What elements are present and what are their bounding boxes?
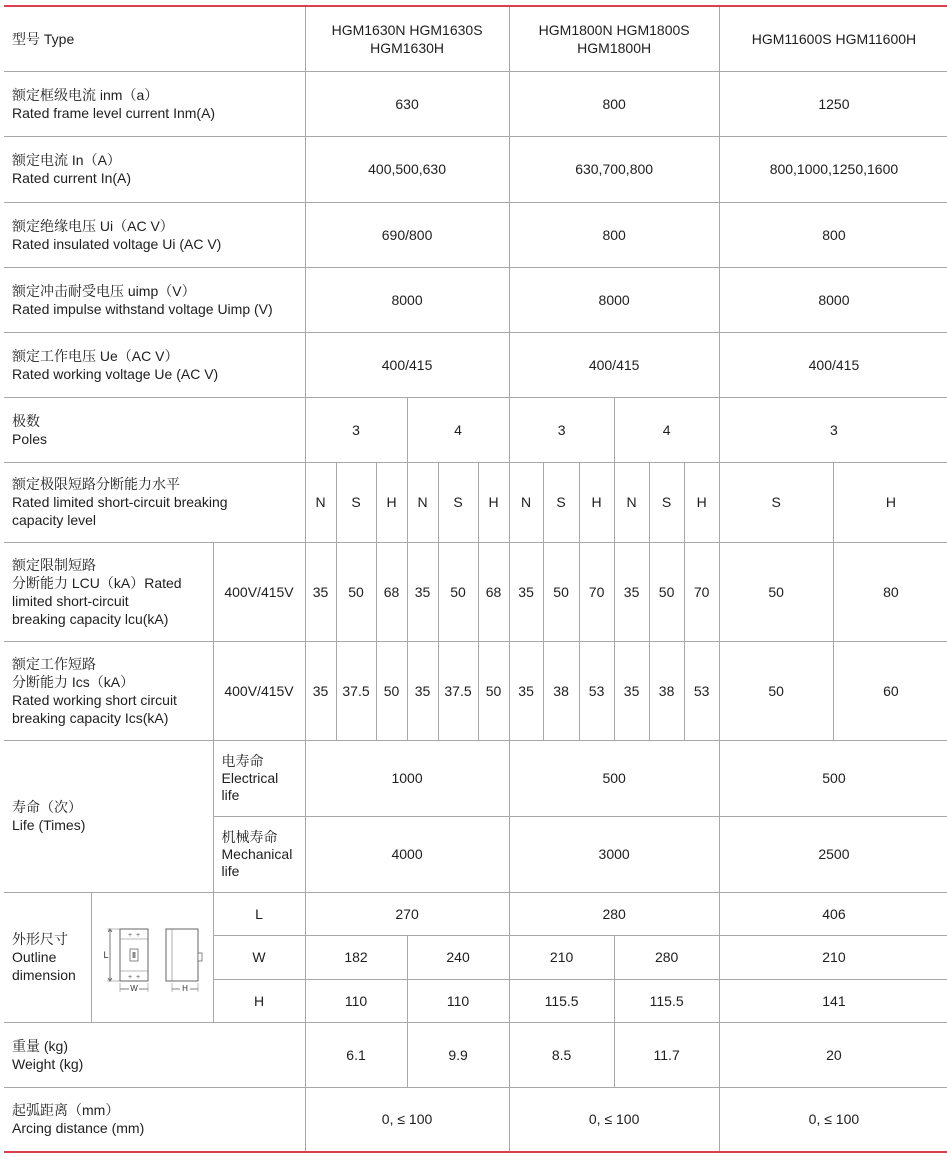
value-cell: 70 (579, 542, 614, 641)
value-cell: 35 (509, 641, 543, 740)
row-label: 额定绝缘电压 Ui（AC V） Rated insulated voltage Ui (AC V) (4, 202, 305, 267)
value-cell: 3 (509, 397, 614, 462)
value-cell: 35 (614, 641, 649, 740)
frame-current-row (4, 71, 947, 136)
spec-table (4, 5, 947, 1153)
value-cell: 70 (684, 542, 719, 641)
value-cell: 50 (336, 542, 376, 641)
value-cell: 800,1000,1250,1600 (719, 136, 947, 202)
value-cell: 690/800 (305, 202, 509, 267)
value-cell: 3 (719, 397, 947, 462)
value-cell: 110 (407, 979, 509, 1022)
impulse-voltage-row (4, 267, 947, 332)
value-cell: N (407, 462, 438, 542)
arcing-row (4, 1087, 947, 1152)
value-cell: 2500 (719, 816, 947, 892)
value-cell: 50 (719, 641, 833, 740)
insulated-voltage-row (4, 202, 947, 267)
svg-text:W: W (130, 984, 138, 993)
dimension-diagram (91, 892, 213, 1022)
ics-row (4, 641, 947, 740)
value-cell: 35 (614, 542, 649, 641)
row-label: 额定电流 In（A） Rated current In(A) (4, 136, 305, 202)
mechanical-life-label: 机械寿命 Mechanical life (213, 816, 305, 892)
row-label: 额定工作电压 Ue（AC V） Rated working voltage Ue (AC V) (4, 332, 305, 397)
value-cell: 800 (719, 202, 947, 267)
rated-current-row (4, 136, 947, 202)
svg-text:H: H (182, 984, 188, 993)
svg-text:+: + (128, 974, 133, 981)
value-cell: 8000 (509, 267, 719, 332)
value-cell: 20 (719, 1022, 947, 1087)
breaker-outline-icon (94, 917, 210, 997)
svg-text:+: + (136, 974, 141, 981)
value-cell: 11.7 (614, 1022, 719, 1087)
dimension-l-row (4, 892, 947, 935)
value-cell: N (509, 462, 543, 542)
row-label: 额定极限短路分断能力水平 Rated limited short-circuit breaking capacity level (4, 462, 305, 542)
voltage-cell: 400V/415V (213, 542, 305, 641)
row-label: 起弧距离（mm） Arcing distance (mm) (4, 1087, 305, 1152)
value-cell: 8000 (719, 267, 947, 332)
value-cell: 400,500,630 (305, 136, 509, 202)
row-label: 额定限制短路 分断能力 LCU（kA）Rated limited short-circuit breaking capacity lcu(kA) (4, 542, 213, 641)
row-label: 额定框级电流 inm（a） Rated frame level current Inm(A) (4, 71, 305, 136)
model-group-1630: HGM1630N HGM1630S HGM1630H (305, 6, 509, 71)
value-cell: 500 (719, 740, 947, 816)
value-cell: 50 (649, 542, 684, 641)
value-cell: 4 (614, 397, 719, 462)
value-cell: 35 (407, 542, 438, 641)
svg-text:+: + (136, 932, 141, 939)
svg-text:L: L (103, 950, 109, 960)
poles-row (4, 397, 947, 462)
value-cell: S (719, 462, 833, 542)
value-cell: H (579, 462, 614, 542)
value-cell: 400/415 (305, 332, 509, 397)
value-cell: 35 (305, 542, 336, 641)
row-label: 极数 Poles (4, 397, 305, 462)
voltage-cell: 400V/415V (213, 641, 305, 740)
value-cell: 115.5 (509, 979, 614, 1022)
value-cell: 630 (305, 71, 509, 136)
value-cell: 68 (478, 542, 509, 641)
electrical-life-label: 电寿命 Electrical life (213, 740, 305, 816)
value-cell: S (336, 462, 376, 542)
value-cell: 280 (509, 892, 719, 935)
value-cell: 0, ≤ 100 (719, 1087, 947, 1152)
value-cell: 35 (305, 641, 336, 740)
row-label: 额定冲击耐受电压 uimp（V） Rated impulse withstand voltage Uimp (V) (4, 267, 305, 332)
value-cell: 50 (438, 542, 478, 641)
value-cell: 630,700,800 (509, 136, 719, 202)
lcu-row (4, 542, 947, 641)
weight-row (4, 1022, 947, 1087)
value-cell: S (438, 462, 478, 542)
value-cell: H (376, 462, 407, 542)
value-cell: 1000 (305, 740, 509, 816)
value-cell: 240 (407, 935, 509, 979)
breaking-level-row (4, 462, 947, 542)
value-cell: 110 (305, 979, 407, 1022)
dimension-key: W (213, 935, 305, 979)
value-cell: 37.5 (336, 641, 376, 740)
dimension-key: H (213, 979, 305, 1022)
dimension-key: L (213, 892, 305, 935)
value-cell: N (305, 462, 336, 542)
value-cell: 270 (305, 892, 509, 935)
value-cell: 80 (833, 542, 947, 641)
value-cell: 8000 (305, 267, 509, 332)
value-cell: 800 (509, 71, 719, 136)
working-voltage-row (4, 332, 947, 397)
value-cell: 8.5 (509, 1022, 614, 1087)
dimension-label: 外形尺寸 Outline dimension (4, 892, 91, 1022)
value-cell: H (478, 462, 509, 542)
value-cell: 182 (305, 935, 407, 979)
type-label: 型号 Type (4, 6, 305, 71)
row-label: 重量 (kg) Weight (kg) (4, 1022, 305, 1087)
value-cell: 0, ≤ 100 (305, 1087, 509, 1152)
life-label: 寿命（次） Life (Times) (4, 740, 213, 892)
svg-text:+: + (128, 932, 133, 939)
value-cell: N (614, 462, 649, 542)
row-label: 额定工作短路 分断能力 Ics（kA） Rated working short circuit breaking capacity Ics(kA) (4, 641, 213, 740)
value-cell: 6.1 (305, 1022, 407, 1087)
value-cell: 50 (543, 542, 579, 641)
model-group-11600: HGM11600S HGM11600H (719, 6, 947, 71)
value-cell: 35 (509, 542, 543, 641)
value-cell: 53 (579, 641, 614, 740)
value-cell: 1250 (719, 71, 947, 136)
value-cell: 210 (509, 935, 614, 979)
value-cell: 500 (509, 740, 719, 816)
value-cell: S (649, 462, 684, 542)
value-cell: 50 (376, 641, 407, 740)
value-cell: H (684, 462, 719, 542)
value-cell: 38 (649, 641, 684, 740)
value-cell: 4 (407, 397, 509, 462)
life-electrical-row (4, 740, 947, 816)
value-cell: 3000 (509, 816, 719, 892)
value-cell: 9.9 (407, 1022, 509, 1087)
value-cell: 400/415 (719, 332, 947, 397)
header-row (4, 6, 947, 71)
value-cell: 68 (376, 542, 407, 641)
value-cell: 141 (719, 979, 947, 1022)
value-cell: 280 (614, 935, 719, 979)
value-cell: 37.5 (438, 641, 478, 740)
value-cell: 38 (543, 641, 579, 740)
value-cell: 800 (509, 202, 719, 267)
value-cell: 115.5 (614, 979, 719, 1022)
model-group-1800: HGM1800N HGM1800S HGM1800H (509, 6, 719, 71)
value-cell: 50 (478, 641, 509, 740)
value-cell: 3 (305, 397, 407, 462)
value-cell: S (543, 462, 579, 542)
value-cell: 406 (719, 892, 947, 935)
value-cell: 0, ≤ 100 (509, 1087, 719, 1152)
value-cell: H (833, 462, 947, 542)
value-cell: 50 (719, 542, 833, 641)
value-cell: 4000 (305, 816, 509, 892)
value-cell: 210 (719, 935, 947, 979)
value-cell: 400/415 (509, 332, 719, 397)
value-cell: 35 (407, 641, 438, 740)
value-cell: 60 (833, 641, 947, 740)
value-cell: 53 (684, 641, 719, 740)
